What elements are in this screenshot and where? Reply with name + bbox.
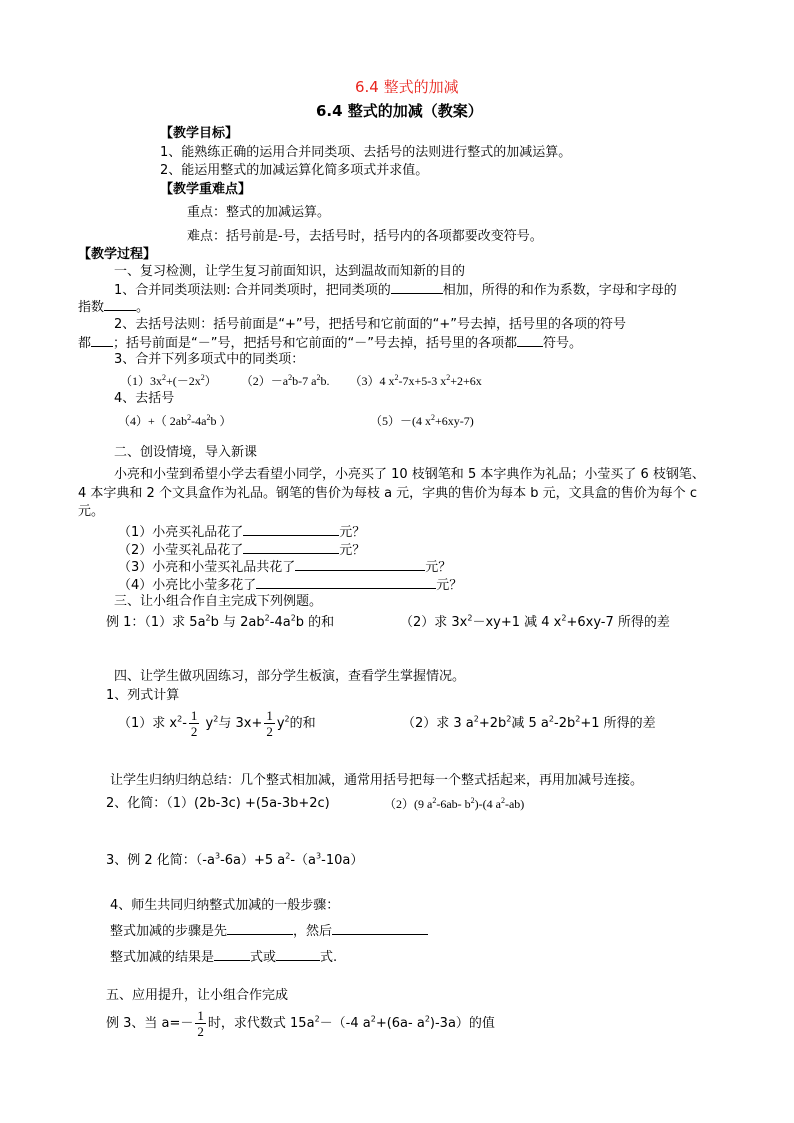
exponent: 2 xyxy=(285,851,291,861)
answer-blank xyxy=(104,298,136,311)
expr-text: )-3a）的值 xyxy=(429,1016,495,1031)
expr-text: -2b xyxy=(554,716,576,731)
practice-4: 4、师生共同归纳整式加减的一般步骤： xyxy=(110,898,340,913)
exponent: 2 xyxy=(424,1014,430,1024)
title-main: 6.4 整式的加减（教案） xyxy=(316,102,483,120)
expr-text: +2b xyxy=(478,716,507,731)
goals-heading: 【教学目标】 xyxy=(160,126,239,141)
exponent: 3 xyxy=(316,851,322,861)
answer-blank xyxy=(276,948,320,961)
process-heading: 【教学过程】 xyxy=(78,247,157,262)
answer-blank xyxy=(295,558,425,571)
expr-text: （4）+（ 2ab xyxy=(118,414,188,428)
answer-blank xyxy=(227,922,293,935)
exponent: 2 xyxy=(467,613,473,623)
section-5-heading: 五、应用提升，让小组合作完成 xyxy=(106,988,289,1003)
review-1-text-b: 相加，所得的和作为系数，字母和字母的 xyxy=(442,283,677,298)
expr-text: +2+6x xyxy=(450,374,482,388)
example-1 xyxy=(106,615,334,631)
fraction-one-half xyxy=(189,708,200,739)
key-point: 重点：整式的加减运算。 xyxy=(187,205,331,220)
example-1-part2 xyxy=(400,615,670,631)
practice-1-item2 xyxy=(402,716,656,732)
exponent: 2 xyxy=(205,613,211,623)
exponent: 2 xyxy=(213,714,219,724)
story-line3: 元。 xyxy=(78,504,105,519)
title-red: 6.4 整式的加减 xyxy=(355,78,459,96)
answer-blank xyxy=(332,922,428,935)
exponent: 3 xyxy=(214,851,221,861)
review-1-line1 xyxy=(114,281,677,299)
expr-text: -4a xyxy=(269,615,291,630)
exponent: 2 xyxy=(446,373,451,382)
question-text: （1）小亮买礼品花了 xyxy=(118,525,244,540)
steps-line1 xyxy=(110,922,428,940)
expr-text: -4a xyxy=(191,414,207,428)
answer-blank xyxy=(91,334,113,347)
expr-text: +1 所得的差 xyxy=(580,716,656,731)
exponent: 2 xyxy=(432,796,437,805)
question-text: （3）小亮和小莹买礼品共花了 xyxy=(118,560,296,575)
exponent: 2 xyxy=(264,613,270,623)
answer-blank xyxy=(256,576,436,589)
question-text: （2）小莹买礼品花了 xyxy=(118,543,244,558)
steps-text: 整式加减的步骤是先 xyxy=(110,924,228,939)
story-line2: 4 本字典和 2 个文具盒作为礼品。钢笔的售价为每枝 a 元，字典的售价为每本 b 元，文具盒的售价为每个 c xyxy=(78,486,697,501)
story-line1: 小亮和小莹到希望小学去看望小同学，小亮买了 10 枝钢笔和 5 本字典作为礼品；小莹买了 6 枝钢笔、 xyxy=(114,467,705,482)
expr-text: -6a）+5 a xyxy=(220,853,286,868)
expr-text: -10a） xyxy=(321,853,364,868)
expr-text: b 与 2ab xyxy=(210,615,265,630)
section-4-heading: 四、让学生做巩固练习，部分学生板演，查看学生掌握情况。 xyxy=(114,669,466,684)
question-3 xyxy=(118,558,451,576)
expr-text: （3）4 x xyxy=(349,374,395,388)
steps-text: 整式加减的结果是 xyxy=(110,950,215,965)
expr-text: y xyxy=(205,716,214,731)
section-2-heading: 二、创设情境，导入新课 xyxy=(114,445,258,460)
expr-text: 3、例 2 化简：（-a xyxy=(106,853,215,868)
exponent: 2 xyxy=(187,413,192,422)
answer-blank xyxy=(214,948,250,961)
exponent: 2 xyxy=(470,796,475,805)
expr-text: -6ab- b xyxy=(436,797,471,811)
expr-text: b 的和 xyxy=(295,615,335,630)
expr-text: -7x+5-3 x xyxy=(398,374,447,388)
question-unit: 元？ xyxy=(436,578,463,593)
exponent: 2 xyxy=(575,714,581,724)
difficult-point: 难点：括号前是-号，去括号时，括号内的各项都要改变符号。 xyxy=(187,229,543,244)
answer-blank xyxy=(243,523,339,536)
exponent: 2 xyxy=(177,714,183,724)
goal-1: 1、能熟练正确的运用合并同类项、去括号的法则进行整式的加减运算。 xyxy=(160,145,572,160)
expr-text: 的和 xyxy=(289,716,316,731)
review-4-items xyxy=(118,413,231,429)
exponent: 2 xyxy=(206,413,211,422)
question-unit: 元？ xyxy=(425,560,452,575)
expr-text: （2）(9 a xyxy=(384,797,433,811)
section-3-heading: 三、让小组合作自主完成下列例题。 xyxy=(114,594,323,609)
answer-blank xyxy=(517,334,543,347)
practice-1-item1: （1）求 $x^2-$ $\frac{1}{2}$ $y^2$与 3x+ $\frac{1}{2}$ $y^2$的和 xyxy=(118,708,316,739)
review-5-item xyxy=(370,413,474,429)
exponent: 2 xyxy=(500,796,505,805)
expr-text: b ） xyxy=(210,414,232,428)
steps-text: 式. xyxy=(320,950,338,965)
question-unit: 元？ xyxy=(339,525,366,540)
review-2-text-b: 都 xyxy=(78,336,92,351)
exponent: 2 xyxy=(394,373,399,382)
expr-text: b. xyxy=(320,374,330,388)
practice-2-part2 xyxy=(384,796,524,812)
expr-text: +(6a- a xyxy=(375,1016,425,1031)
answer-blank xyxy=(391,281,443,294)
expr-text: 时，求代数式 15a xyxy=(207,1016,315,1031)
expr-text: +6xy-7) xyxy=(435,414,474,428)
review-2-line1: 2、去括号法则：括号前面是“+”号，把括号和它前面的“+”号去掉，括号里的各项的符号 xyxy=(114,317,626,332)
fraction-numerator: 1 xyxy=(190,708,198,723)
exponent: 2 xyxy=(548,714,554,724)
exponent: 2 xyxy=(288,373,293,382)
practice-2 xyxy=(106,796,330,812)
goal-2: 2、能运用整式的加减运算化简多项式并求值。 xyxy=(160,163,429,178)
expr-text: 例 1：（1）求 5a xyxy=(106,615,206,630)
question-1 xyxy=(118,523,365,541)
exponent: 2 xyxy=(284,714,290,724)
expr-text: -（a xyxy=(290,853,317,868)
expr-text: （2）求 3x xyxy=(400,615,468,630)
exponent: 2 xyxy=(473,714,479,724)
practice-3 xyxy=(106,853,363,869)
fraction-denominator: 2 xyxy=(197,1024,204,1039)
review-1-line2 xyxy=(78,298,149,316)
review-3-items xyxy=(120,373,482,389)
question-2 xyxy=(118,541,365,559)
review-4-heading: 4、去括号 xyxy=(114,391,175,406)
expr-text: （1）求 x xyxy=(118,716,178,731)
fraction-denominator: 2 xyxy=(190,724,198,739)
summary-text: 让学生归纳归纳总结：几个整式相加减，通常用括号把每一个整式括起来，再用加减号连接。 xyxy=(110,773,644,788)
steps-text: 式或 xyxy=(250,950,277,965)
key-points-heading: 【教学重难点】 xyxy=(160,182,252,197)
expr-text: （1）3x xyxy=(120,374,163,388)
answer-blank xyxy=(243,541,339,554)
review-2-text-c: ；括号前面是“－”号，把括号和它前面的“－”号去掉，括号里的各项都 xyxy=(113,336,517,351)
steps-text: ，然后 xyxy=(293,924,333,939)
fraction-one-half xyxy=(264,708,275,739)
expr-text: y xyxy=(276,716,285,731)
exponent: 2 xyxy=(506,714,512,724)
exponent: 2 xyxy=(162,373,167,382)
review-3-heading: 3、合并下列多项式中的同类项： xyxy=(114,352,305,367)
exponent: 2 xyxy=(314,1014,320,1024)
review-1-text-a: 1、合并同类项法则: 合并同类项时，把同类项的 xyxy=(114,283,391,298)
practice-1-heading: 1、列式计算 xyxy=(106,688,180,703)
exponent: 2 xyxy=(370,1014,376,1024)
expr-text: 2、化简：（1）(2b-3c) +(5a-3b+2c) xyxy=(106,796,330,811)
fraction-numerator: 1 xyxy=(266,708,273,723)
example-3 xyxy=(106,1006,495,1042)
expr-text: -ab) xyxy=(504,797,525,811)
expr-text: )-(4 a xyxy=(474,797,501,811)
expr-text: －（-4 a xyxy=(319,1016,371,1031)
expr-text: +(－2x xyxy=(166,374,201,388)
expr-text: 例 3、当 a=－ xyxy=(106,1016,194,1031)
exponent: 2 xyxy=(316,373,321,382)
review-2-line2 xyxy=(78,334,582,352)
review-1-text-c: 指数 xyxy=(78,300,105,315)
exponent: 2 xyxy=(431,413,435,422)
review-2-text-d: 符号。 xyxy=(542,336,582,351)
exponent: 2 xyxy=(561,613,567,623)
exponent: 2 xyxy=(200,373,205,382)
question-text: （4）小亮比小莹多花了 xyxy=(118,578,257,593)
section-1-heading: 一、复习检测，让学生复习前面知识，达到温故而知新的目的 xyxy=(114,264,466,279)
fraction-numerator: 1 xyxy=(197,1008,204,1023)
fraction-denominator: 2 xyxy=(266,724,273,739)
steps-line2 xyxy=(110,948,337,966)
review-1-text-d: 。 xyxy=(136,300,150,315)
expr-text: （5）－(4 x xyxy=(370,414,431,428)
question-unit: 元？ xyxy=(339,543,366,558)
expr-text: （2）求 3 a xyxy=(402,716,474,731)
expr-text: 与 3x+ xyxy=(218,716,263,731)
fraction-one-half xyxy=(195,1008,206,1039)
expr-text: b-7 a xyxy=(292,374,317,388)
expr-text: （2）－a xyxy=(240,374,289,388)
question-4 xyxy=(118,576,462,594)
expr-text: +6xy-7 所得的差 xyxy=(566,615,670,630)
expr-text: ） xyxy=(204,374,217,388)
expr-text: －xy+1 减 4 x xyxy=(472,615,562,630)
exponent: 2 xyxy=(290,613,296,623)
expr-text: 减 5 a xyxy=(511,716,549,731)
